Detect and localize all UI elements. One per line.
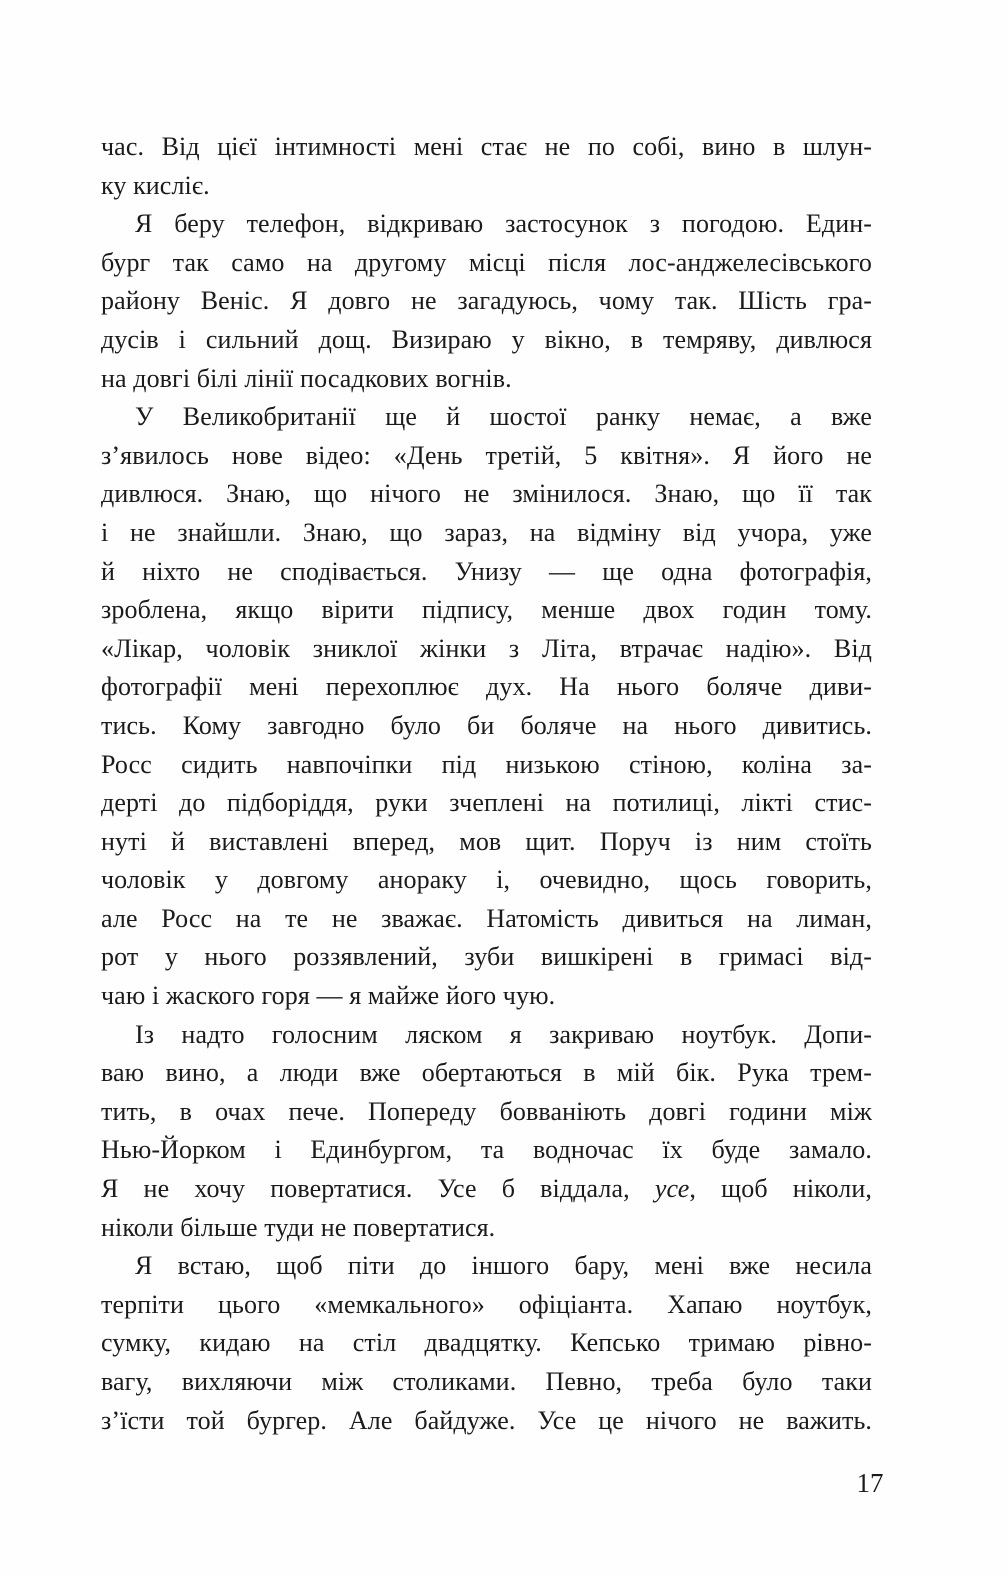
text-line: тись. Кому завгодно було би боляче на нього дивитись. bbox=[101, 710, 872, 740]
text-line: ваю вино, а люди вже обертаються в мій бік. Рука трем- bbox=[101, 1058, 872, 1088]
text-line: чоловік у довгому анораку і, очевидно, щось говорить, bbox=[101, 865, 872, 895]
page-number: 17 bbox=[856, 1468, 884, 1498]
text-line: нуті й виставлені вперед, мов щит. Поруч із ним стоїть bbox=[101, 826, 872, 856]
text-line: Нью-Йорком і Единбургом, та водночас їх буде замало. bbox=[101, 1135, 872, 1165]
text-line: зроблена, якщо вірити підпису, менше двох годин тому. bbox=[101, 595, 872, 625]
text-line: Із надто голосним ляском я закриваю ноутбук. Допи- bbox=[135, 1019, 872, 1049]
text-line: Я беру телефон, відкриваю застосунок з погодою. Един- bbox=[135, 209, 872, 239]
text-line: ку кисліє. bbox=[101, 170, 210, 200]
text-line: бург так само на другому місці після лос-анджелесівського bbox=[101, 247, 872, 277]
text-line: «Лікар, чоловік зниклої жінки з Літа, втрачає надію». Від bbox=[101, 633, 872, 663]
text-line: Я не хочу повертатися. Усе б віддала, усе, щоб ніколи, bbox=[101, 1174, 872, 1204]
text-line: чаю і жаского горя — я майже його чую. bbox=[101, 981, 556, 1011]
text-line: з’їсти той бургер. Але байдуже. Усе це нічого не важить. bbox=[101, 1405, 872, 1435]
text-block bbox=[101, 128, 872, 1440]
italic-text: усе bbox=[654, 1174, 690, 1204]
text-line: час. Від цієї інтимності мені стає не по собі, вино в шлун- bbox=[101, 132, 872, 161]
text-line: У Великобританії ще й шостої ранку немає, а вже bbox=[135, 402, 872, 432]
text-line: сумку, кидаю на стіл двадцятку. Кепсько тримаю рівно- bbox=[101, 1328, 872, 1358]
text-line: з’явилось нове відео: «День третій, 5 квітня». Я його не bbox=[101, 440, 872, 470]
text-line: ніколи більше туди не повертатися. bbox=[101, 1212, 496, 1242]
text-line: Я встаю, щоб піти до іншого бару, мені вже несила bbox=[135, 1251, 872, 1281]
text-line: Росс сидить навпочіпки під низькою стіною, коліна за- bbox=[101, 749, 872, 779]
text-line: вагу, вихляючи між столиками. Певно, треба було таки bbox=[101, 1367, 872, 1396]
text-line: фотографії мені перехоплює дух. На нього боляче диви- bbox=[101, 672, 872, 702]
text-line: району Веніс. Я довго не загадуюсь, чому так. Шість гра- bbox=[101, 286, 872, 316]
text-line: але Росс на те не зважає. Натомість дивиться на лиман, bbox=[101, 903, 872, 933]
text-line: дерті до підборіддя, руки зчеплені на потилиці, лікті стис- bbox=[101, 788, 872, 818]
text-line: дивлюся. Знаю, що нічого не змінилося. Знаю, що її так bbox=[101, 479, 872, 509]
text-line: і не знайшли. Знаю, що зараз, на відміну від учора, уже bbox=[101, 517, 872, 547]
text-line: тить, в очах пече. Попереду бовваніють довгі години між bbox=[101, 1096, 872, 1126]
text-line: й ніхто не сподівається. Унизу — ще одна фотографія, bbox=[101, 556, 872, 586]
text-line: рот у нього роззявлений, зуби вишкірені в гримасі від- bbox=[101, 942, 872, 972]
text-line: на довгі білі лінії посадкових вогнів. bbox=[101, 363, 512, 393]
text-line: терпіти цього «мемкального» офіціанта. Хапаю ноутбук, bbox=[101, 1289, 872, 1319]
text-line: дусів і сильний дощ. Визираю у вікно, в темряву, дивлюся bbox=[101, 324, 872, 354]
